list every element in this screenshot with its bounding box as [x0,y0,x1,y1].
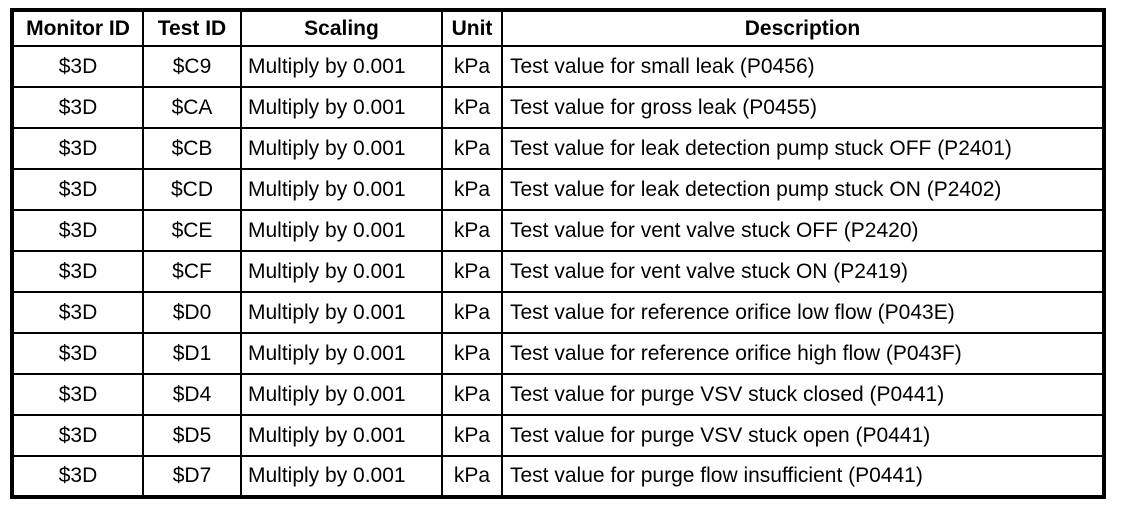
cell-unit: kPa [442,333,502,374]
cell-unit: kPa [442,210,502,251]
table-row [12,333,1104,374]
cell-description: Test value for small leak (P0456) [502,46,1104,87]
cell-monitor-id: $3D [12,210,143,251]
cell-unit: kPa [442,46,502,87]
cell-description: Test value for reference orifice high flow (P043F) [502,333,1104,374]
cell-test-id: $D7 [143,456,241,497]
table-row [12,169,1104,210]
table-row [12,251,1104,292]
table-row [12,292,1104,333]
column-header-monitor-id: Monitor ID [12,10,143,46]
test-values-table [10,8,1106,499]
cell-monitor-id: $3D [12,333,143,374]
cell-unit: kPa [442,87,502,128]
column-header-unit: Unit [442,10,502,46]
column-header-test-id: Test ID [143,10,241,46]
table-row [12,128,1104,169]
cell-monitor-id: $3D [12,251,143,292]
table-row [12,374,1104,415]
table-row [12,456,1104,497]
cell-scaling: Multiply by 0.001 [241,292,442,333]
table-row [12,415,1104,456]
cell-scaling: Multiply by 0.001 [241,456,442,497]
cell-monitor-id: $3D [12,87,143,128]
table-row [12,46,1104,87]
cell-scaling: Multiply by 0.001 [241,87,442,128]
cell-description: Test value for reference orifice low flow (P043E) [502,292,1104,333]
cell-test-id: $D4 [143,374,241,415]
cell-scaling: Multiply by 0.001 [241,333,442,374]
cell-monitor-id: $3D [12,292,143,333]
cell-scaling: Multiply by 0.001 [241,169,442,210]
cell-scaling: Multiply by 0.001 [241,374,442,415]
cell-unit: kPa [442,292,502,333]
cell-unit: kPa [442,374,502,415]
cell-test-id: $D1 [143,333,241,374]
cell-unit: kPa [442,456,502,497]
column-header-description: Description [502,10,1104,46]
cell-scaling: Multiply by 0.001 [241,251,442,292]
cell-description: Test value for gross leak (P0455) [502,87,1104,128]
cell-scaling: Multiply by 0.001 [241,415,442,456]
table-row [12,87,1104,128]
table-body [12,46,1104,497]
cell-unit: kPa [442,251,502,292]
cell-monitor-id: $3D [12,374,143,415]
cell-unit: kPa [442,415,502,456]
cell-test-id: $D5 [143,415,241,456]
cell-monitor-id: $3D [12,46,143,87]
cell-unit: kPa [442,128,502,169]
cell-monitor-id: $3D [12,456,143,497]
cell-description: Test value for leak detection pump stuck OFF (P2401) [502,128,1104,169]
cell-test-id: $D0 [143,292,241,333]
table-row [12,210,1104,251]
cell-description: Test value for vent valve stuck OFF (P2420) [502,210,1104,251]
cell-test-id: $CB [143,128,241,169]
cell-test-id: $C9 [143,46,241,87]
cell-scaling: Multiply by 0.001 [241,210,442,251]
column-header-scaling: Scaling [241,10,442,46]
cell-scaling: Multiply by 0.001 [241,128,442,169]
cell-description: Test value for leak detection pump stuck ON (P2402) [502,169,1104,210]
cell-monitor-id: $3D [12,415,143,456]
cell-scaling: Multiply by 0.001 [241,46,442,87]
cell-unit: kPa [442,169,502,210]
cell-description: Test value for purge VSV stuck closed (P0441) [502,374,1104,415]
cell-description: Test value for purge flow insufficient (P0441) [502,456,1104,497]
cell-test-id: $CE [143,210,241,251]
table-header-row [12,10,1104,46]
cell-test-id: $CF [143,251,241,292]
cell-monitor-id: $3D [12,128,143,169]
cell-test-id: $CA [143,87,241,128]
cell-description: Test value for purge VSV stuck open (P0441) [502,415,1104,456]
cell-test-id: $CD [143,169,241,210]
cell-monitor-id: $3D [12,169,143,210]
cell-description: Test value for vent valve stuck ON (P2419) [502,251,1104,292]
